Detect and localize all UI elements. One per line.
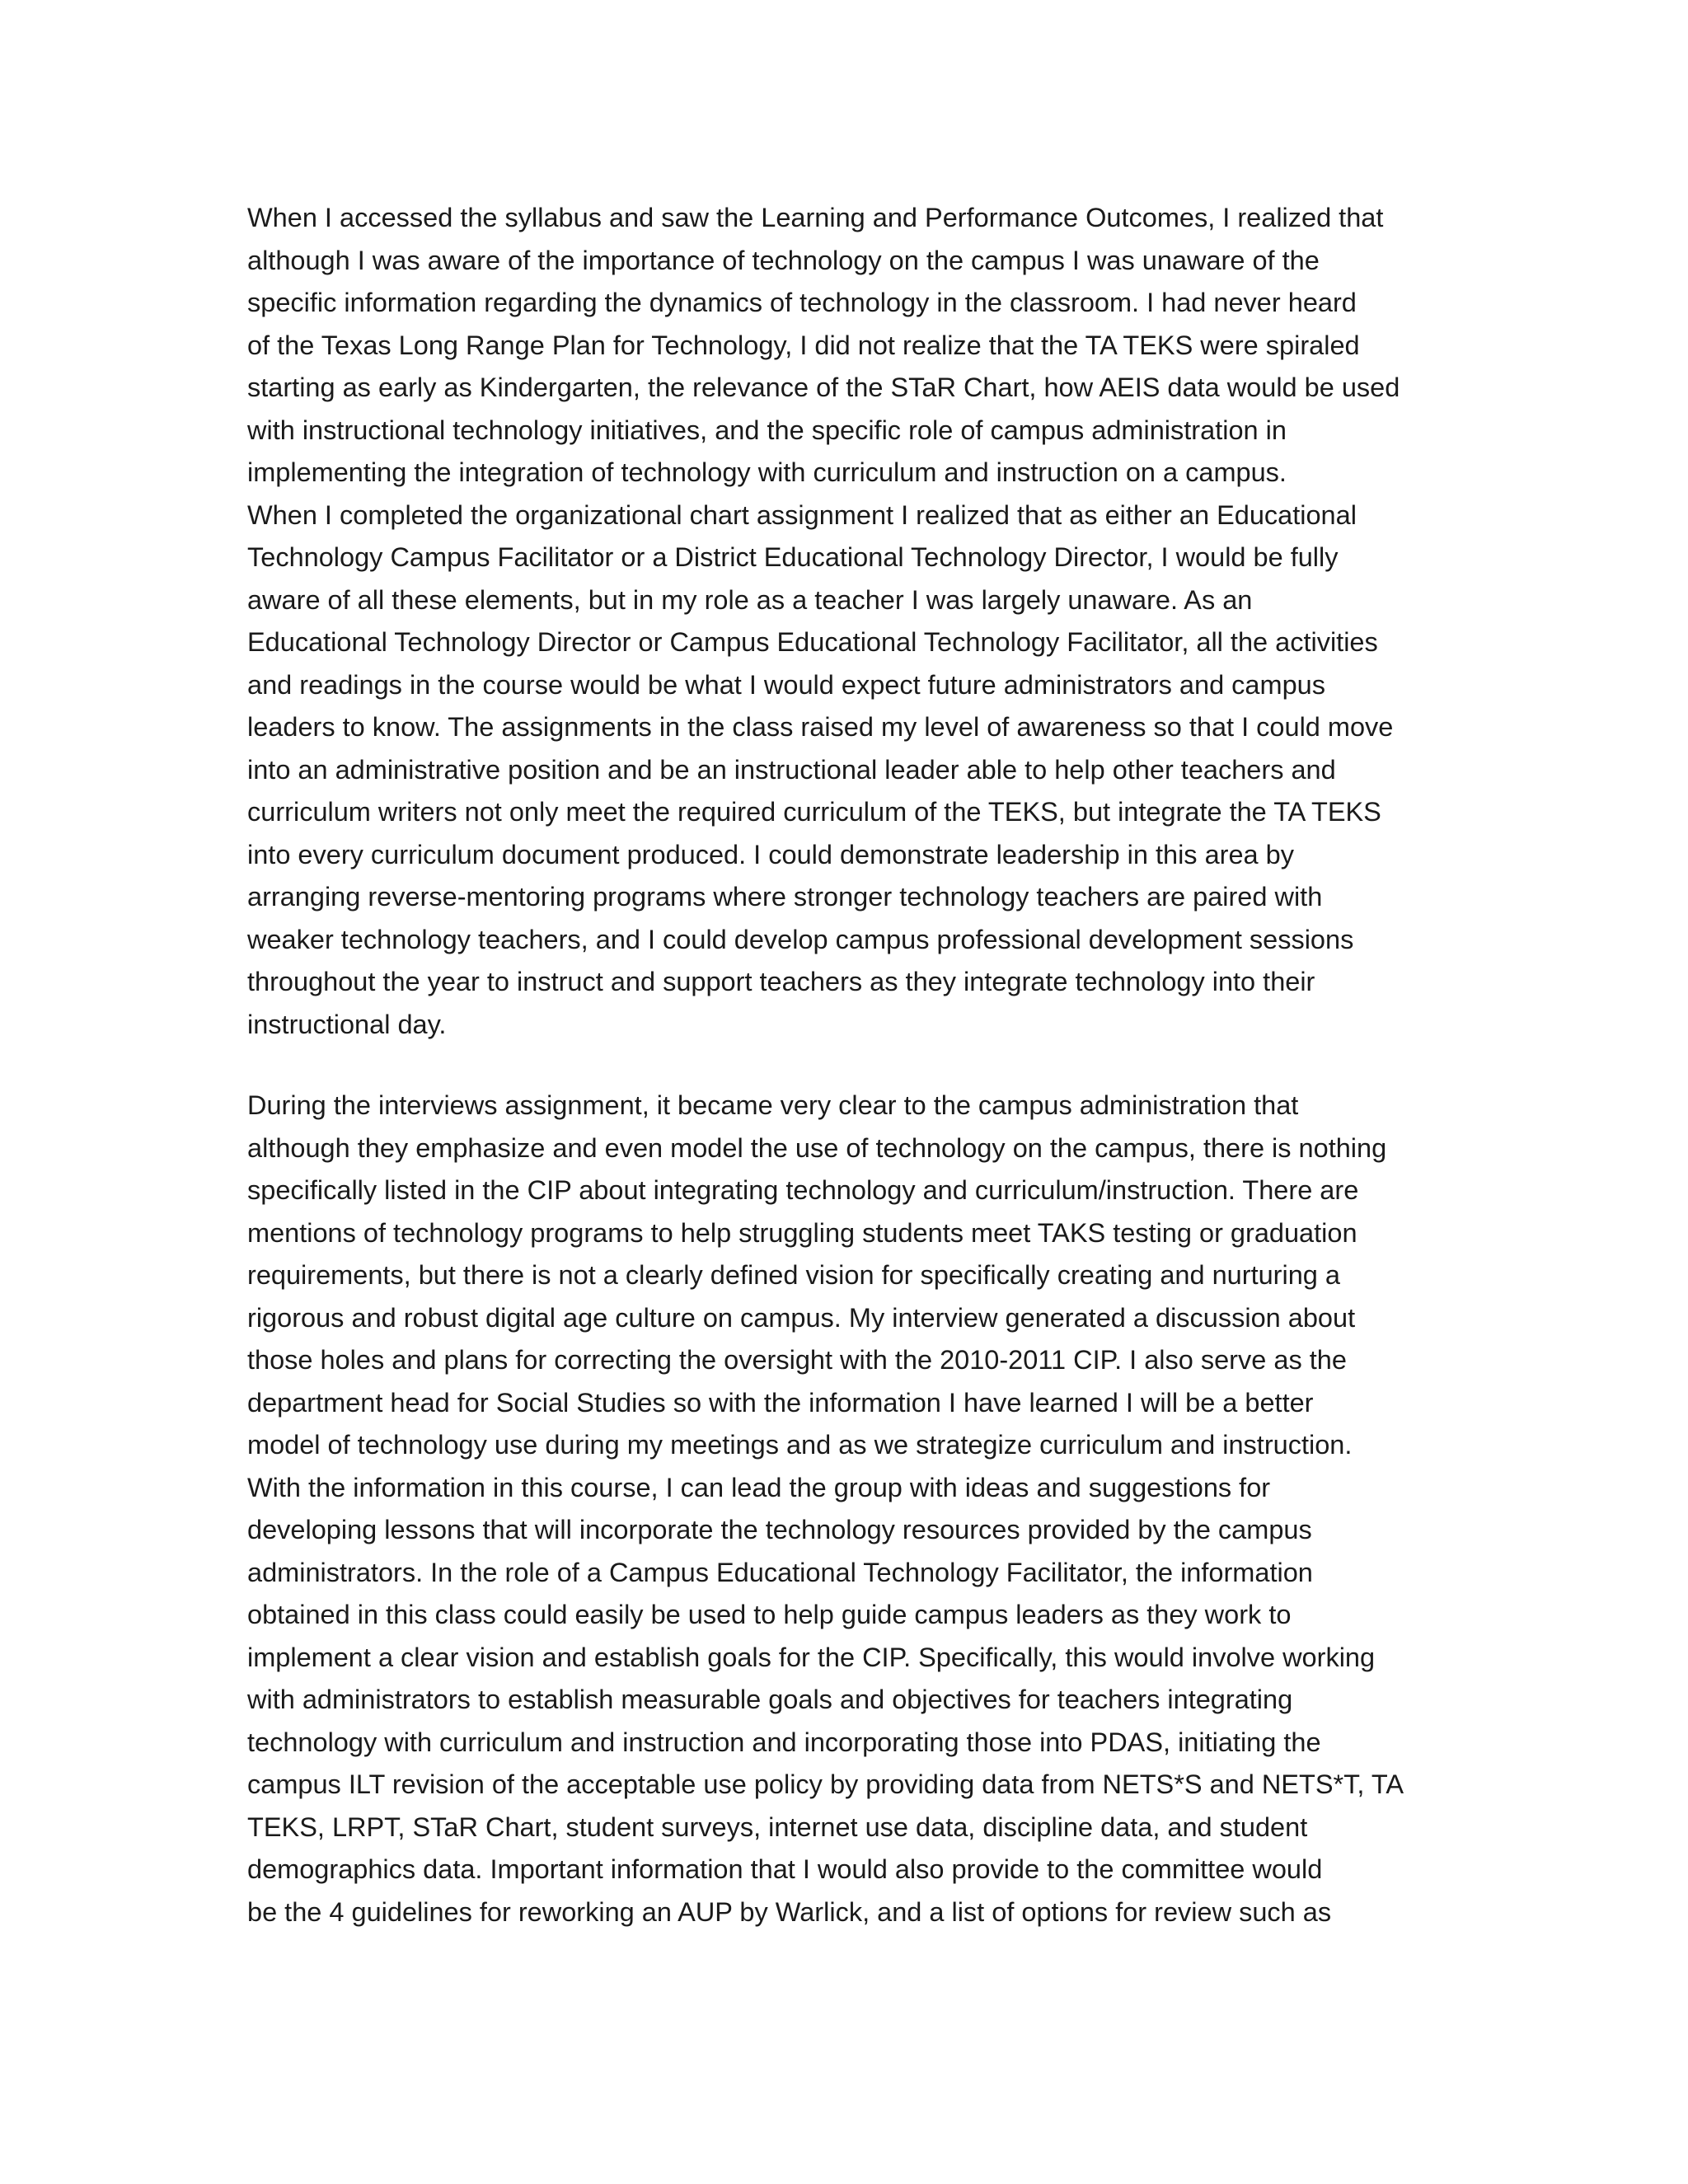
text-line: TEKS, LRPT, STaR Chart, student surveys, internet use data, discipline data, and student: [247, 1811, 1308, 1842]
text-line: into every curriculum document produced. I could demonstrate leadership in this area by: [247, 839, 1294, 869]
text-line: aware of all these elements, but in my role as a teacher I was largely unaware. As an: [247, 584, 1253, 615]
text-line: Educational Technology Director or Campus Educational Technology Facilitator, all the activities: [247, 627, 1378, 657]
text-line: During the interviews assignment, it became very clear to the campus administration that: [247, 1090, 1299, 1120]
text-line: Technology Campus Facilitator or a District Educational Technology Director, I would be fully: [247, 542, 1339, 572]
text-line: specifically listed in the CIP about integrating technology and curriculum/instruction. There are: [247, 1175, 1359, 1205]
text-line: rigorous and robust digital age culture on campus. My interview generated a discussion about: [247, 1302, 1356, 1333]
text-line: arranging reverse-mentoring programs where stronger technology teachers are paired with: [247, 882, 1323, 912]
text-line: although I was aware of the importance of technology on the campus I was unaware of the: [247, 245, 1320, 275]
text-line: administrators. In the role of a Campus Educational Technology Facilitator, the information: [247, 1557, 1313, 1587]
text-line: weaker technology teachers, and I could develop campus professional development sessions: [247, 924, 1354, 954]
text-line: implementing the integration of technology with curriculum and instruction on a campus.: [247, 457, 1287, 487]
text-line: When I completed the organizational chart assignment I realized that as either an Educational: [247, 499, 1357, 530]
text-line: demographics data. Important information that I would also provide to the committee would: [247, 1854, 1323, 1884]
text-line: mentions of technology programs to help struggling students meet TAKS testing or graduation: [247, 1217, 1357, 1248]
text-line: with instructional technology initiatives, and the specific role of campus administration in: [247, 415, 1287, 445]
text-line: model of technology use during my meetings and as we strategize curriculum and instruction.: [247, 1430, 1353, 1460]
paragraph-1: [247, 197, 1467, 1046]
text-line: and readings in the course would be what I would expect future administrators and campus: [247, 669, 1325, 700]
text-line: department head for Social Studies so with the information I have learned I will be a better: [247, 1387, 1314, 1418]
text-line: implement a clear vision and establish goals for the CIP. Specifically, this would involve working: [247, 1642, 1376, 1672]
paragraph-2: [247, 1085, 1467, 1933]
text-line: technology with curriculum and instruction and incorporating those into PDAS, initiating the: [247, 1727, 1321, 1757]
text-line: leaders to know. The assignments in the class raised my level of awareness so that I could move: [247, 712, 1394, 742]
text-line: With the information in this course, I can lead the group with ideas and suggestions for: [247, 1472, 1271, 1502]
text-line: those holes and plans for correcting the oversight with the 2010-2011 CIP. I also serve as the: [247, 1345, 1347, 1375]
text-line: although they emphasize and even model the use of technology on the campus, there is nothing: [247, 1132, 1387, 1163]
text-line: campus ILT revision of the acceptable use policy by providing data from NETS*S and NETS*T, TA: [247, 1769, 1404, 1799]
text-line: curriculum writers not only meet the required curriculum of the TEKS, but integrate the TA TEKS: [247, 797, 1381, 827]
text-line: developing lessons that will incorporate the technology resources provided by the campus: [247, 1515, 1312, 1544]
text-line: When I accessed the syllabus and saw the Learning and Performance Outcomes, I realized that: [247, 203, 1384, 232]
text-line: into an administrative position and be an instructional leader able to help other teachers and: [247, 754, 1336, 785]
text-line: obtained in this class could easily be used to help guide campus leaders as they work to: [247, 1600, 1292, 1629]
text-line: throughout the year to instruct and support teachers as they integrate technology into their: [247, 967, 1315, 996]
text-line: starting as early as Kindergarten, the relevance of the STaR Chart, how AEIS data would be used: [247, 373, 1400, 402]
text-line: requirements, but there is not a clearly defined vision for specifically creating and nurturing a: [247, 1260, 1340, 1290]
text-line: specific information regarding the dynamics of technology in the classroom. I had never heard: [247, 288, 1357, 317]
text-line: of the Texas Long Range Plan for Technology, I did not realize that the TA TEKS were spiraled: [247, 330, 1360, 360]
text-line: with administrators to establish measurable goals and objectives for teachers integrating: [247, 1685, 1293, 1714]
text-line: be the 4 guidelines for reworking an AUP by Warlick, and a list of options for review such as: [247, 1896, 1332, 1927]
text-line: instructional day.: [247, 1009, 447, 1039]
